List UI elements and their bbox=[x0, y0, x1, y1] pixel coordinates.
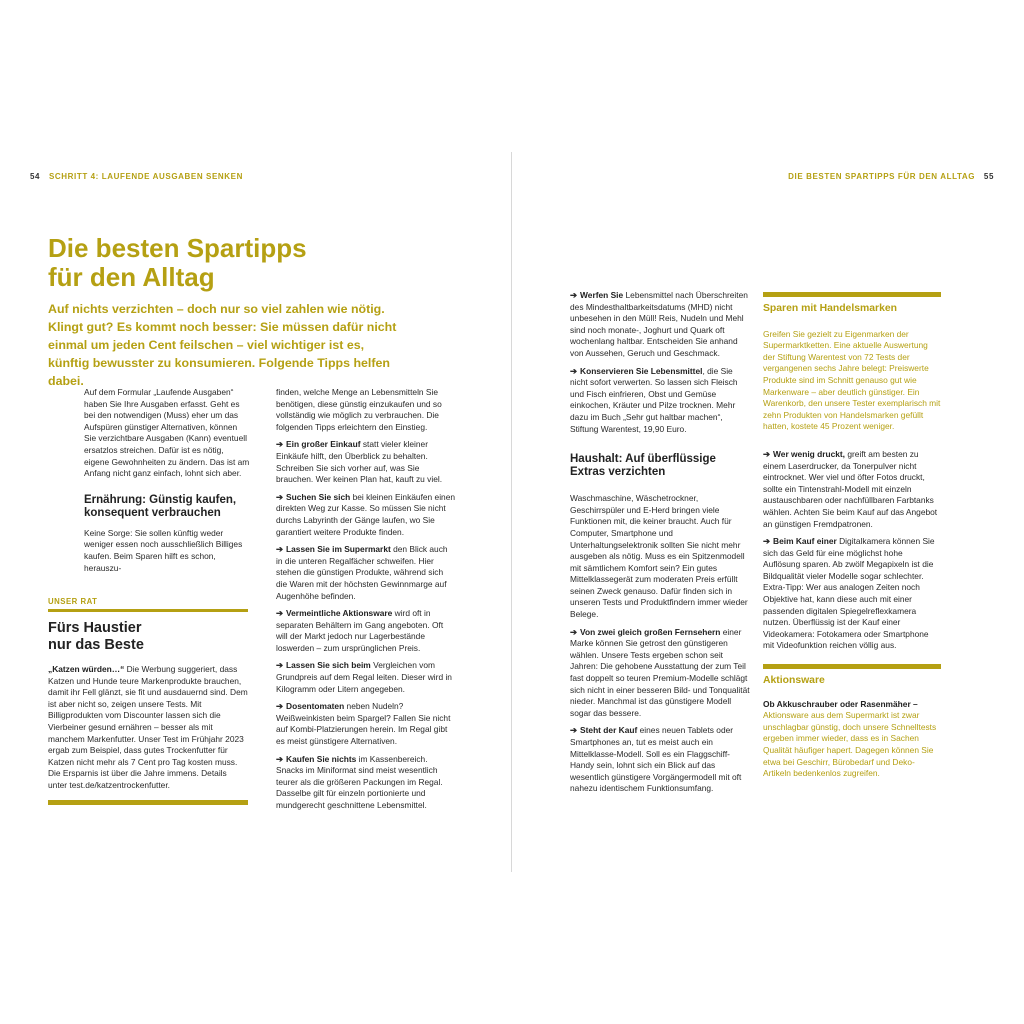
tip-item bbox=[570, 290, 750, 360]
tip-bold: Konservieren Sie Lebensmittel bbox=[580, 365, 703, 376]
tip-bold: Lassen Sie im Supermarkt bbox=[286, 544, 391, 555]
box2-body: Aktionsware aus dem Supermarkt ist zwar unschlagbar günstig, doch unsere Schnelltests ergeben immer wieder, dass es in Sachen Qualität häufiger hapert. Dagegen können Sie etwa bei Geschirr, Bürobedarf und Deko-Artikeln bedenkenlos zugreifen. bbox=[763, 710, 937, 779]
intro-paragraph: Auf dem Formular „Laufende Ausgaben“ haben Sie Ihre Ausgaben erfasst. Geht es bei den notwendigen (Muss) eher um das Aufspüren günstiger Alternativen, können Sie verzichtbare Ausgaben (Kann) eventuell ersatzlos streichen. Dafür ist es nötig, eigene Gewohnheiten zu ändern. Das ist am Anfang nicht ganz einfach, lohnt sich aber. bbox=[84, 387, 250, 479]
tip-item bbox=[570, 725, 750, 795]
left-running-head bbox=[30, 172, 243, 181]
tip-text: Lebensmittel nach Überschreiten des Mindesthaltbarkeitsdatums (MHD) nicht unbesehen in den Müll! Reis, Nudeln und Mehl sind noch monate-, Joghurt und Quark oft wochenlang haltbar. Entscheiden Sie anhand von Aussehen, Geruch und Geschmack. bbox=[570, 290, 748, 358]
tip-bold: Dosentomaten bbox=[286, 701, 345, 712]
box-title-handelsmarken: Sparen mit Handelsmarken bbox=[763, 303, 897, 314]
tip-bold: Werfen Sie bbox=[580, 290, 624, 300]
tip-item bbox=[763, 536, 941, 652]
column-1 bbox=[84, 387, 250, 580]
tip-text: , die Sie nicht sofort verwerten. So lassen sich Fleisch und Fisch einfrieren, Obst und Gemüse einkochen, Kräuter und Pilze trocknen. Mehr dazu im Buch „Sehr gut haltbar machen“, Stiftung Warentest, 19,90 Euro. bbox=[570, 365, 738, 434]
tip-text: einer Marke können Sie getrost den günstigeren wählen. Unsere Tests ergeben schon seit Jahren: Die gehobene Ausstattung der zum Teil fast doppelt so teuren Premium-Modelle schlägt sich nicht in einer besseren Bild- und Tonqualität nieder. Manchmal ist das günstigere Modell sogar das bessere. bbox=[570, 626, 750, 718]
tip-text: statt vieler kleiner Einkäufe hilft, den Überblick zu behalten. Schreiben Sie sich vorher auf, was Sie brauchen. Wer keinen Plan hat, kauft zu viel. bbox=[276, 439, 443, 485]
tip-bold: Steht der Kauf bbox=[580, 725, 638, 736]
arrow-right-icon: ➔ bbox=[276, 701, 284, 712]
box-text-handelsmarken: Greifen Sie gezielt zu Eigenmarken der Supermarktketten. Eine aktuelle Auswertung der Stiftung Warentest von 72 Tests der vergangenen sechs Jahre belegt: Preiswerte Produkte sind im Schnitt genauso gut wie Markenware – aber deutlich günstiger. Ein Warenkorb, den unsere Tester exemplarisch mit zehn Produkten von Handelsmarken gefüllt hatten, kostete 45 Prozent weniger. bbox=[763, 328, 941, 432]
arrow-right-icon: ➔ bbox=[570, 290, 578, 300]
arrow-right-icon: ➔ bbox=[570, 626, 578, 637]
tip-text: im Kassenbereich. Snacks im Miniformat sind meist wesentlich teurer als die größeren Packungen im Regal. Dasselbe gilt für einzeln portionierte und mundgerecht geschnittene Lebensmittel. bbox=[276, 753, 443, 810]
arrow-right-icon: ➔ bbox=[276, 439, 284, 450]
arrow-right-icon: ➔ bbox=[570, 725, 578, 736]
tip-bold: Wer wenig druckt, bbox=[773, 448, 846, 459]
tip-box-body: Die Werbung suggeriert, dass Katzen und Hunde teure Markenprodukte brauchen, damit ihr Fell glänzt, sie fit und ausdauernd sind. Dem ist aber nicht so, zeigen unsere Tests. Mit Billigprodukten vom Discounter lassen sich die Vierbeiner gesund ernähren – besser als mit manchem Markenfutter. Unser Test im Frühjahr 2023 ergab zum Beispiel, dass gutes Trockenfutter für Katzen nicht mehr als 7 Cent pro Tag kosten muss. Die Ersparnis ist über die Jahre immens. Details unter test.de/katzentrockenfutter. bbox=[48, 664, 248, 790]
box1-top-rule bbox=[763, 292, 941, 297]
tip-box-lead: „Katzen würden…“ bbox=[48, 664, 125, 674]
box-title-aktionsware: Aktionsware bbox=[763, 675, 825, 687]
arrow-right-icon: ➔ bbox=[763, 448, 771, 459]
tip-item bbox=[276, 608, 456, 654]
tip-item bbox=[276, 701, 456, 747]
tip-item bbox=[763, 449, 941, 530]
arrow-right-icon: ➔ bbox=[763, 536, 771, 547]
tip-bold: Kaufen Sie nichts bbox=[286, 753, 357, 764]
section-heading-haushalt: Haushalt: Auf überflüssige Extras verzichten bbox=[570, 453, 716, 479]
tip-text: wird oft in separaten Behältern im Gang angeboten. Oft will der Markt jedoch nur Lagerbestände loswerden – zum ursprünglichen Preis. bbox=[276, 608, 444, 653]
arrow-right-icon: ➔ bbox=[570, 365, 578, 376]
tip-bold: Suchen Sie sich bbox=[286, 491, 351, 502]
right-page-number: 55 bbox=[983, 172, 994, 181]
title-line-2: für den Alltag bbox=[48, 262, 215, 292]
box2-lead: Ob Akkuschrauber oder Rasenmäher – bbox=[763, 698, 918, 709]
col2-intro: finden, welche Menge an Lebensmitteln Sie benötigen, diese günstig einzukaufen und so vollständig wie möglich zu verbrauchen. Die folgenden Tipps erleichtern den Einstieg. bbox=[276, 387, 442, 432]
tip-text: neben Nudeln? Weißweinkisten beim Spargel? Fallen Sie nicht auf Kombi-Platzierungen herein. Im Regal gibt es meist günstigere Alternativen. bbox=[276, 701, 451, 747]
tip-bold: Lassen Sie sich beim bbox=[286, 660, 371, 671]
tip-text: bei kleinen Einkäufen einen direkten Weg zur Kasse. So müssen Sie nicht durchs Labyrinth der Gänge laufen, wo Sie garantiert weitere Produkte finden. bbox=[276, 491, 456, 537]
box-text-aktionsware bbox=[763, 699, 941, 780]
column-3 bbox=[570, 290, 750, 801]
article-lead: Auf nichts verzichten – doch nur so viel zahlen wie nötig. Klingt gut? Es kommt noch besser: Sie müssen dafür nicht einmal um jeden Cent feilschen – viel wichtiger ist es, künftig bewusster zu konsumieren. Folgende Tipps helfen dabei. bbox=[48, 302, 397, 388]
arrow-right-icon: ➔ bbox=[276, 660, 284, 671]
arrow-right-icon: ➔ bbox=[276, 608, 284, 619]
article-title bbox=[48, 234, 448, 292]
tip-item bbox=[570, 627, 750, 720]
tip-bold: Ein großer Einkauf bbox=[286, 439, 361, 450]
arrow-right-icon: ➔ bbox=[276, 491, 284, 502]
tip-box-top-rule bbox=[48, 609, 248, 612]
tip-item bbox=[276, 439, 456, 485]
page-gutter-divider bbox=[511, 152, 512, 872]
tip-bold: Beim Kauf einer bbox=[773, 536, 837, 547]
tip-item bbox=[276, 660, 456, 695]
tip-text: Vergleichen vom Grundpreis auf dem Regal leiten. Dieser wird in Kilogramm oder Litern angegeben. bbox=[276, 660, 452, 694]
tip-box-label: UNSER RAT bbox=[48, 597, 98, 606]
column-4 bbox=[763, 292, 941, 786]
tip-text: greift am besten zu einem Laserdrucker, da Tonerpulver nicht eintrocknet. Wer viel und öfter Fotos druckt, sollte ein Tintenstrahl-Modell mit einzeln austauschbaren oder nachfüllbaren Farbtanks wählen. Achten Sie beim Kauf auf das Angebot an günstigen Fremdpatronen. bbox=[763, 448, 938, 529]
tip-item bbox=[276, 544, 456, 602]
tip-box-unser-rat bbox=[48, 597, 248, 805]
tip-box-bottom-rule bbox=[48, 800, 248, 805]
left-running-head-text: SCHRITT 4: LAUFENDE AUSGABEN SENKEN bbox=[48, 172, 243, 181]
tip-item bbox=[276, 754, 456, 812]
title-line-1: Die besten Spartipps bbox=[48, 233, 307, 263]
tip-bold: Von zwei gleich großen Fernsehern bbox=[580, 626, 721, 637]
left-page-number: 54 bbox=[30, 172, 41, 181]
box2-top-rule bbox=[763, 664, 941, 669]
arrow-right-icon: ➔ bbox=[276, 544, 284, 555]
tip-text: eines neuen Tablets oder Smartphones an, tut es meist auch ein Mittelklasse-Modell. Soll es ein Flaggschiff-Handy sein, lohnt sich ein Blick auf das wesentlich günstigere Vorgängermodell mit oft nahezu identischem Funktionsumfang. bbox=[570, 725, 742, 794]
section-heading-ernaehrung: Ernährung: Günstig kaufen, konsequent verbrauchen bbox=[84, 493, 237, 519]
tip-text: Digitalkamera können Sie sich das Geld für eine möglichst hohe Auflösung sparen. Ab zwölf Megapixeln ist die Bildqualität vieler Modelle sogar schlechter. Extra-Tipp: Wer aus analogen Zeiten noch Objektive hat, kann diese auch mit einer passenden digitalen Spiegelreflexkamera nutzen. Überflüssig ist der Kauf einer Videokamera: Fotokamera oder Smartphone mit Videofunktion reichen völlig aus. bbox=[763, 536, 935, 651]
tip-box-title: Fürs Haustier nur das Beste bbox=[48, 620, 144, 653]
column-2 bbox=[276, 387, 456, 818]
tip-box-text bbox=[48, 664, 248, 792]
tip-item bbox=[570, 366, 750, 436]
arrow-right-icon: ➔ bbox=[276, 753, 284, 764]
tip-text: den Blick auch in die unteren Regalfächer schweifen. Hier stehen die günstigen Produkte, während sich die Waren mit der höchsten Gewinnmarge auf Augenhöhe befinden. bbox=[276, 544, 448, 601]
tip-bold: Vermeintliche Aktionsware bbox=[286, 608, 393, 619]
haushalt-paragraph: Waschmaschine, Wäschetrockner, Geschirrspüler und E-Herd bringen viele Funktionen mit, die keiner braucht. Auch für Computer, Smartphone und Unterhaltungselektronik sollten Sie nicht mehr ausgeben als nötig. Muss es ein Spitzenmodell mit sämtlichem Komfort sein? Ein gutes Mittelklassegerät zum moderaten Preis erfüllt seinen Zweck genauso. Dafür finden sich in unseren Tests und Produktfindern immer wieder Belege. bbox=[570, 493, 748, 620]
ernaehrung-paragraph: Keine Sorge: Sie sollen künftig weder weniger essen noch ausschließlich Billiges kaufen. Beim Sparen hilft es schon, herauszu- bbox=[84, 527, 243, 573]
right-running-head bbox=[788, 172, 994, 181]
right-running-head-text: DIE BESTEN SPARTIPPS FÜR DEN ALLTAG bbox=[788, 172, 976, 181]
tip-item bbox=[276, 492, 456, 538]
